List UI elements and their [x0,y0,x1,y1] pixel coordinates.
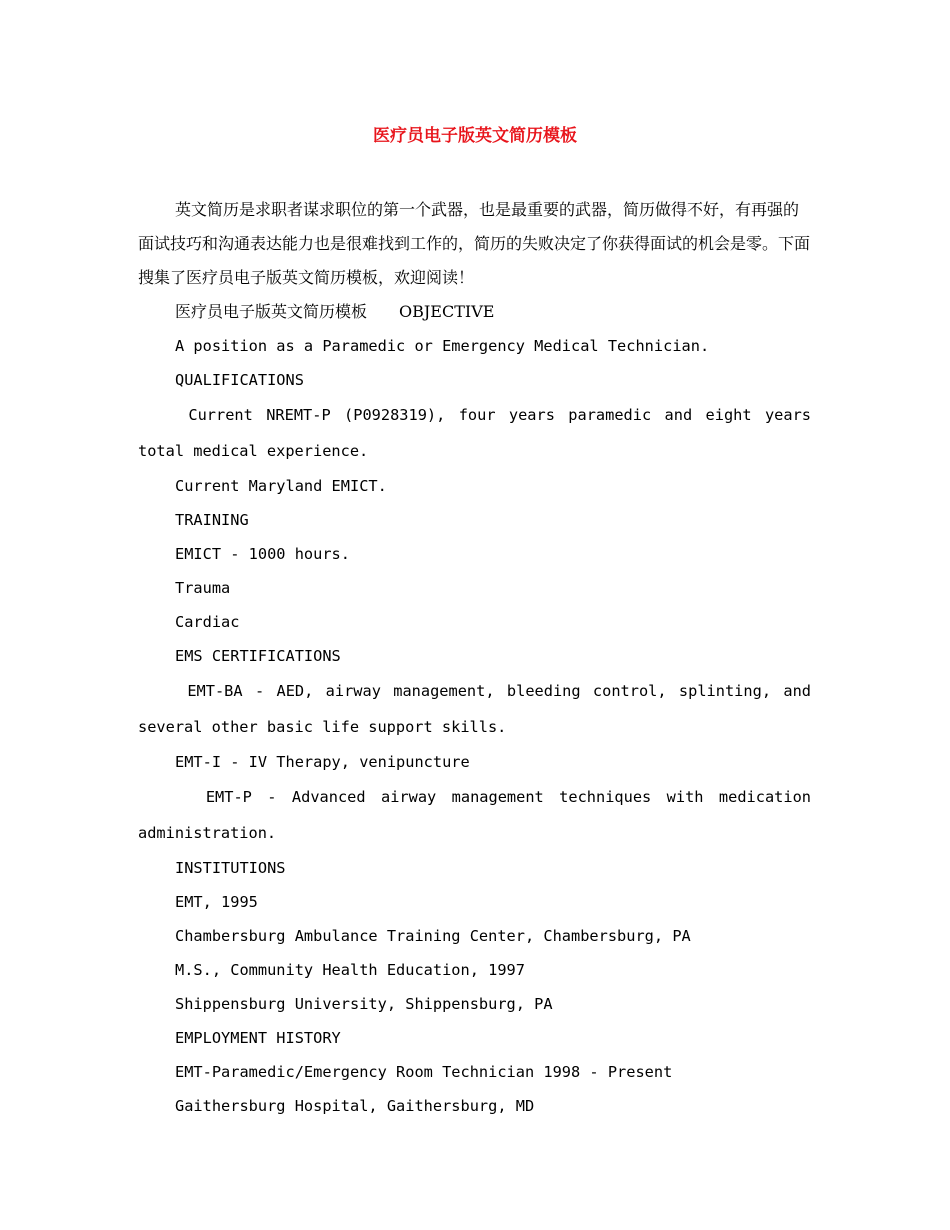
ems-certifications-heading: EMS CERTIFICATIONS [175,647,341,665]
certification-item: EMT-BA - AED, airway management, bleeding control, splinting, and several other basic life support skills. [138,682,821,736]
qualifications-heading: QUALIFICATIONS [175,371,304,389]
training-item: Trauma [175,579,231,597]
qualification-item: Current Maryland EMICT. [175,477,387,495]
institution-item: Chambersburg Ambulance Training Center, Chambersburg, PA [175,927,691,945]
training-item: EMICT - 1000 hours. [175,545,350,563]
qualification-item: Current NREMT-P (P0928319), four years paramedic and eight years total medical experience. [138,406,821,460]
employment-item: Gaithersburg Hospital, Gaithersburg, MD [175,1097,535,1115]
training-item: Cardiac [175,613,240,631]
employment-history-heading: EMPLOYMENT HISTORY [175,1029,341,1047]
resume-content [138,329,821,1123]
document-title: 医疗员电子版英文简历模板 [373,126,577,146]
objective-text: A position as a Paramedic or Emergency Medical Technician. [175,337,710,355]
intro-paragraph: 英文简历是求职者谋求职位的第一个武器，也是最重要的武器，简历做得不好，有再强的面试技巧和沟通表达能力也是很难找到工作的，简历的失败决定了你获得面试的机会是零。下面搜集了医疗员电子版英文简历模板，欢迎阅读！ [138,200,811,287]
institution-item: EMT, 1995 [175,893,258,911]
institution-item: M.S., Community Health Education, 1997 [175,961,525,979]
institution-item: Shippensburg University, Shippensburg, PA [175,995,553,1013]
training-heading: TRAINING [175,511,249,529]
institutions-heading: INSTITUTIONS [175,859,286,877]
certification-item: EMT-I - IV Therapy, venipuncture [175,753,470,771]
heading-objective-line: 医疗员电子版英文简历模板 OBJECTIVE [175,302,495,321]
employment-item: EMT-Paramedic/Emergency Room Technician 1998 - Present [175,1063,673,1081]
document-body [138,193,821,1123]
certification-item: EMT-P - Advanced airway management techniques with medication administration. [138,788,821,842]
